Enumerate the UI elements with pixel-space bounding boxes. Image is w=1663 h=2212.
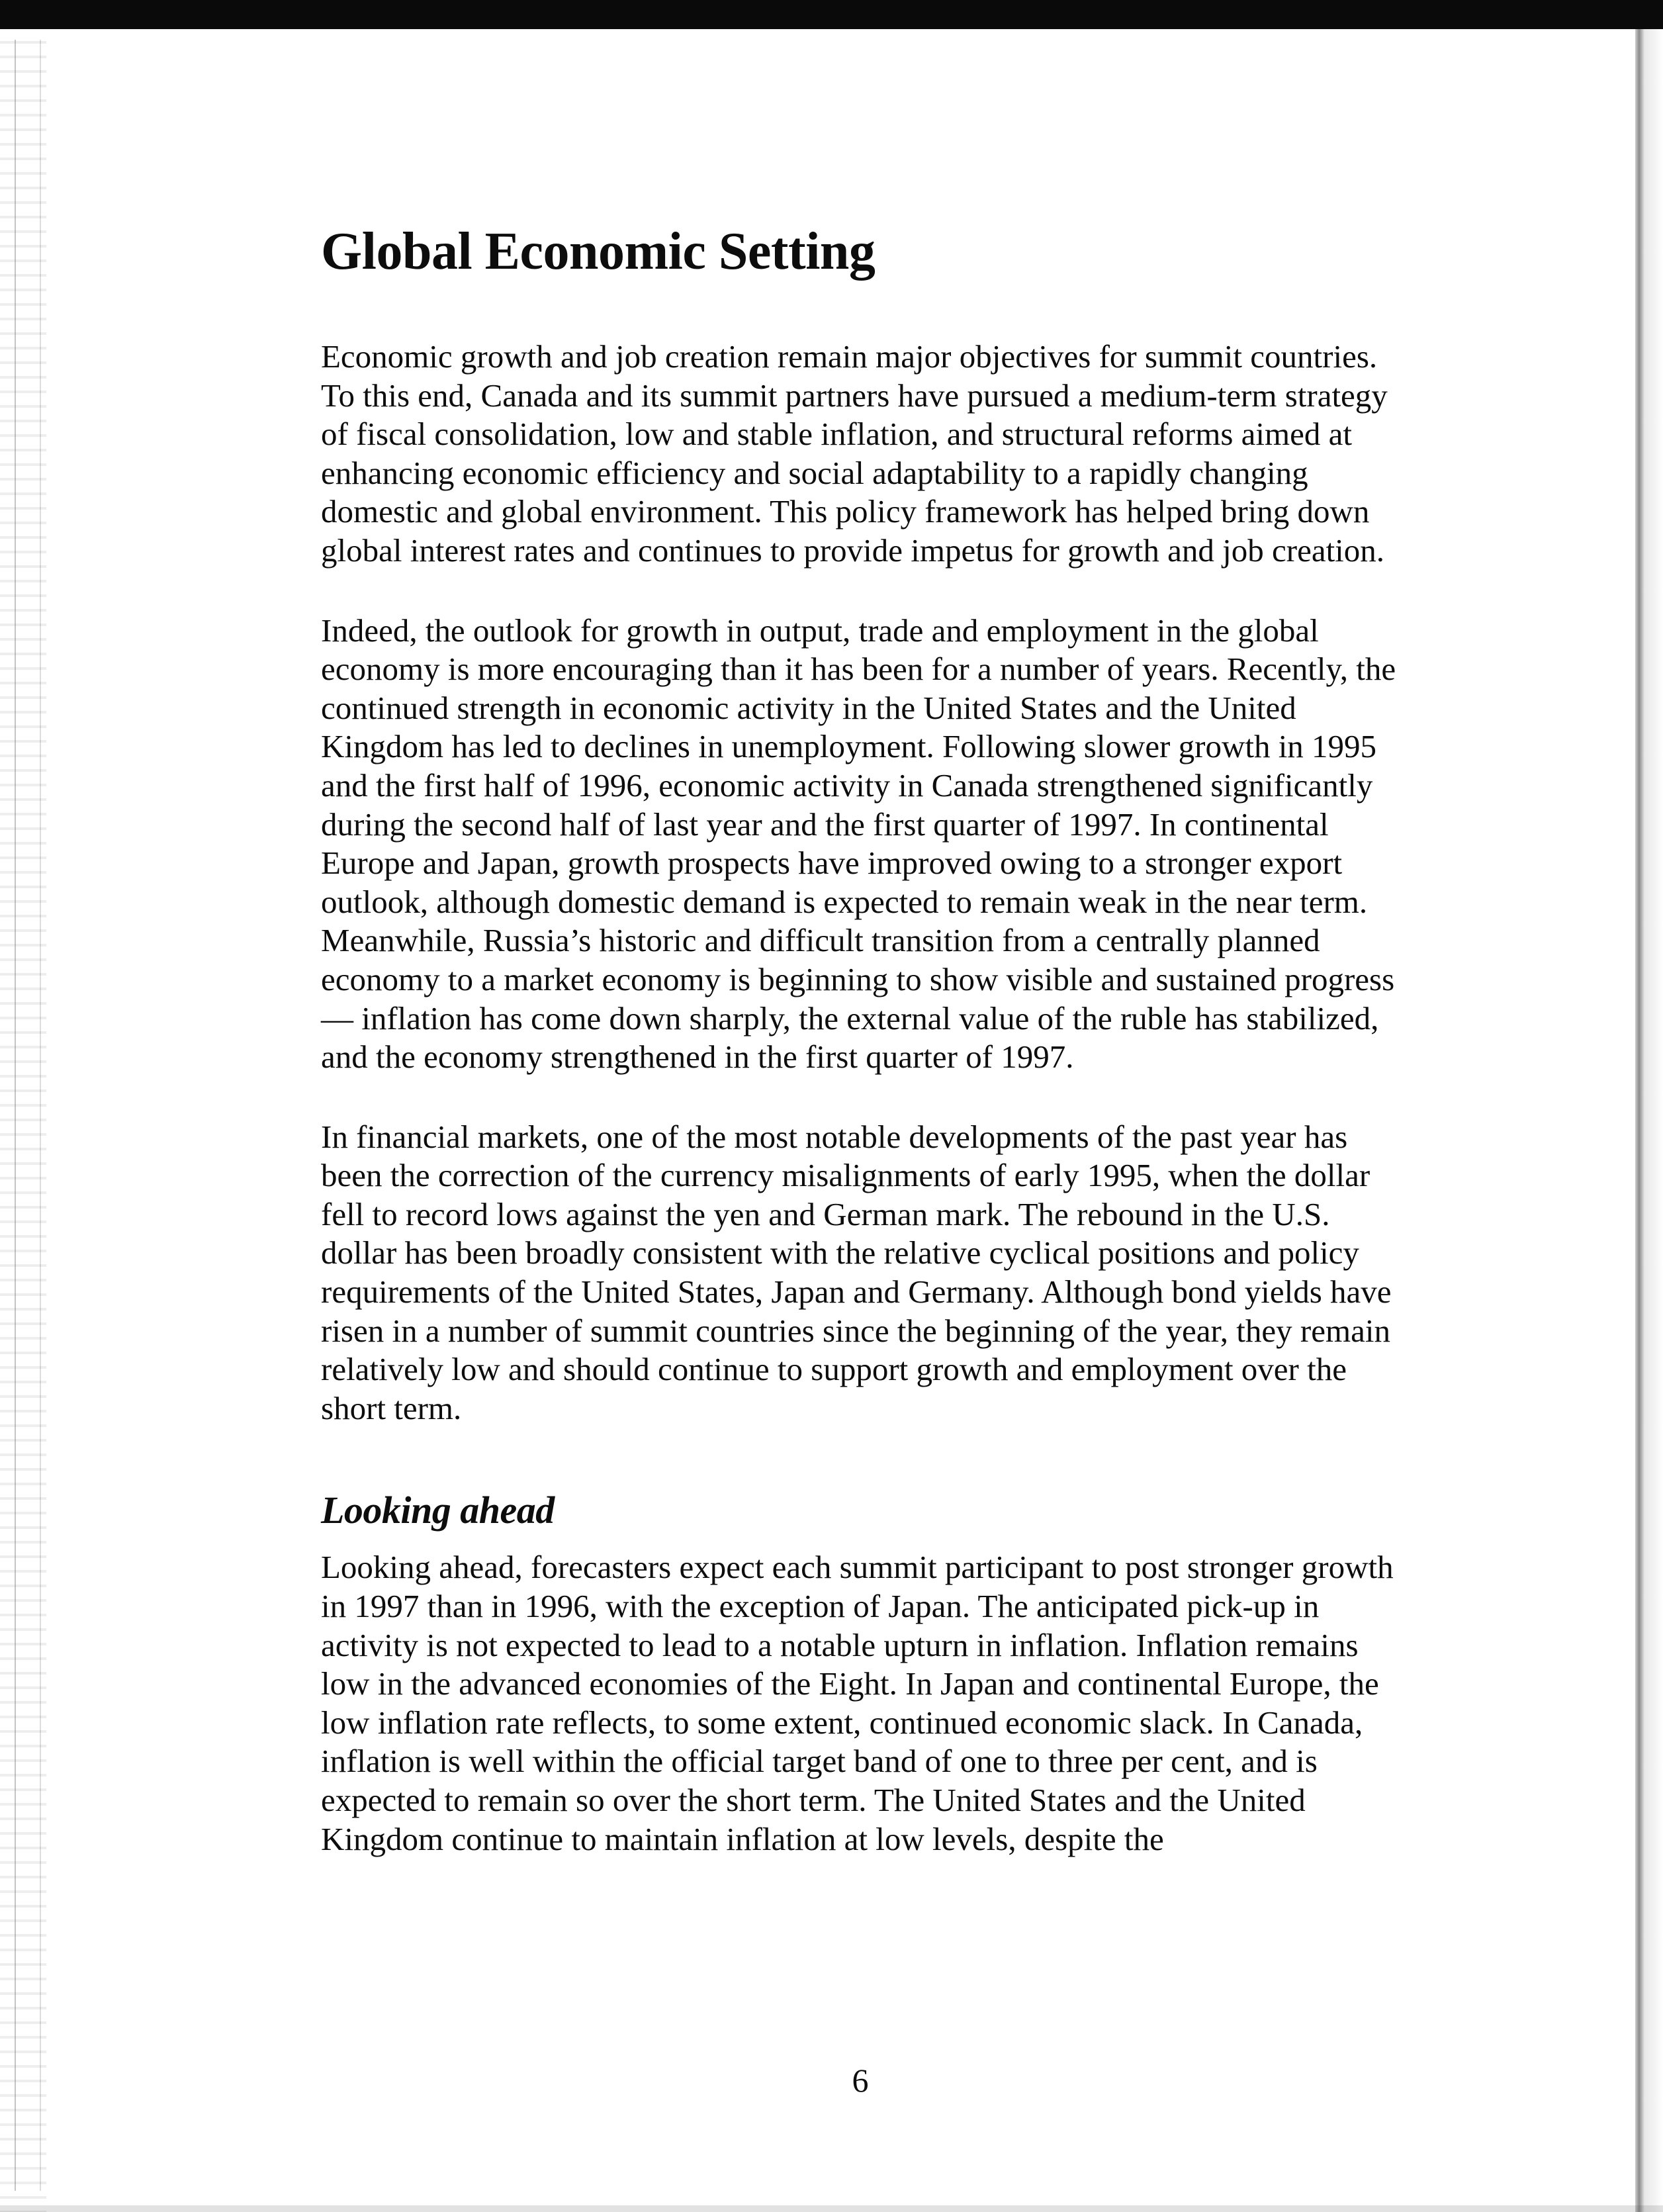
paragraph-financial-markets: In financial markets, one of the most notable developments of the past year has been the correction of the currency misalignments of early 1995, when the dollar fell to record lows against the yen and German mark. The rebound in the U.S. dollar has been broadly consistent with the relative cyclical positions and policy requirements of the United States, Japan and Germany. Although bond yields have risen in a number of summit countries since the beginning of the year, they remain relatively low and should continue to support growth and employment over the short term. bbox=[321, 1118, 1392, 1426]
scan-border-top bbox=[0, 0, 1663, 29]
scan-edge-line bbox=[40, 40, 41, 2191]
scan-border-bottom bbox=[0, 2205, 1663, 2212]
paragraph-outlook: Indeed, the outlook for growth in output, trade and employment in the global economy is more encouraging than it has been for a number of years. Recently, the continued strength in economic activity in the United States and the United Kingdom has led to declines in unemployment. Following slower growth in 1995 and the first half of 1996, economic activity in Canada strengthened significantly during the second half of last year and the first quarter of 1997. In continental Europe and Japan, growth prospects have improved owing to a stronger export outlook, although domestic demand is expected to remain weak in the near term. Meanwhile, Russia’s historic and difficult transition from a centrally planned economy to a market economy is beginning to show visible and sustained progress — inflation has come down sharply, the external value of the ruble has stabilized, and the economy strengthened in the first quarter of 1997. bbox=[321, 612, 1396, 1076]
section-heading: Looking ahead bbox=[321, 1489, 555, 1532]
page-content bbox=[321, 222, 1413, 1900]
page-number: 6 bbox=[852, 2062, 869, 2099]
page-title: Global Economic Setting bbox=[321, 222, 876, 281]
paragraph-intro: Economic growth and job creation remain major objectives for summit countries. To this end, Canada and its summit partners have pursued a medium-term strategy of fiscal consolidation, low and stable inflation, and structural reforms aimed at enhancing economic efficiency and social adaptability to a rapidly changing domestic and global environment. This policy framework has helped bring down global interest rates and continues to provide impetus for growth and job creation. bbox=[321, 338, 1388, 569]
scan-edge-line bbox=[15, 40, 16, 2191]
scan-border-right bbox=[1635, 29, 1663, 2212]
paragraph-looking-ahead: Looking ahead, forecasters expect each summit participant to post stronger growth in 1997 than in 1996, with the exception of Japan. The anticipated pick-up in activity is not expected to lead to a notable upturn in inflation. Inflation remains low in the advanced economies of the Eight. In Japan and continental Europe, the low inflation rate reflects, to some extent, continued economic slack. In Canada, inflation is well within the official target band of one to three per cent, and is expected to remain so over the short term. The United States and the United Kingdom continue to maintain inflation at low levels, despite the bbox=[321, 1549, 1394, 1857]
